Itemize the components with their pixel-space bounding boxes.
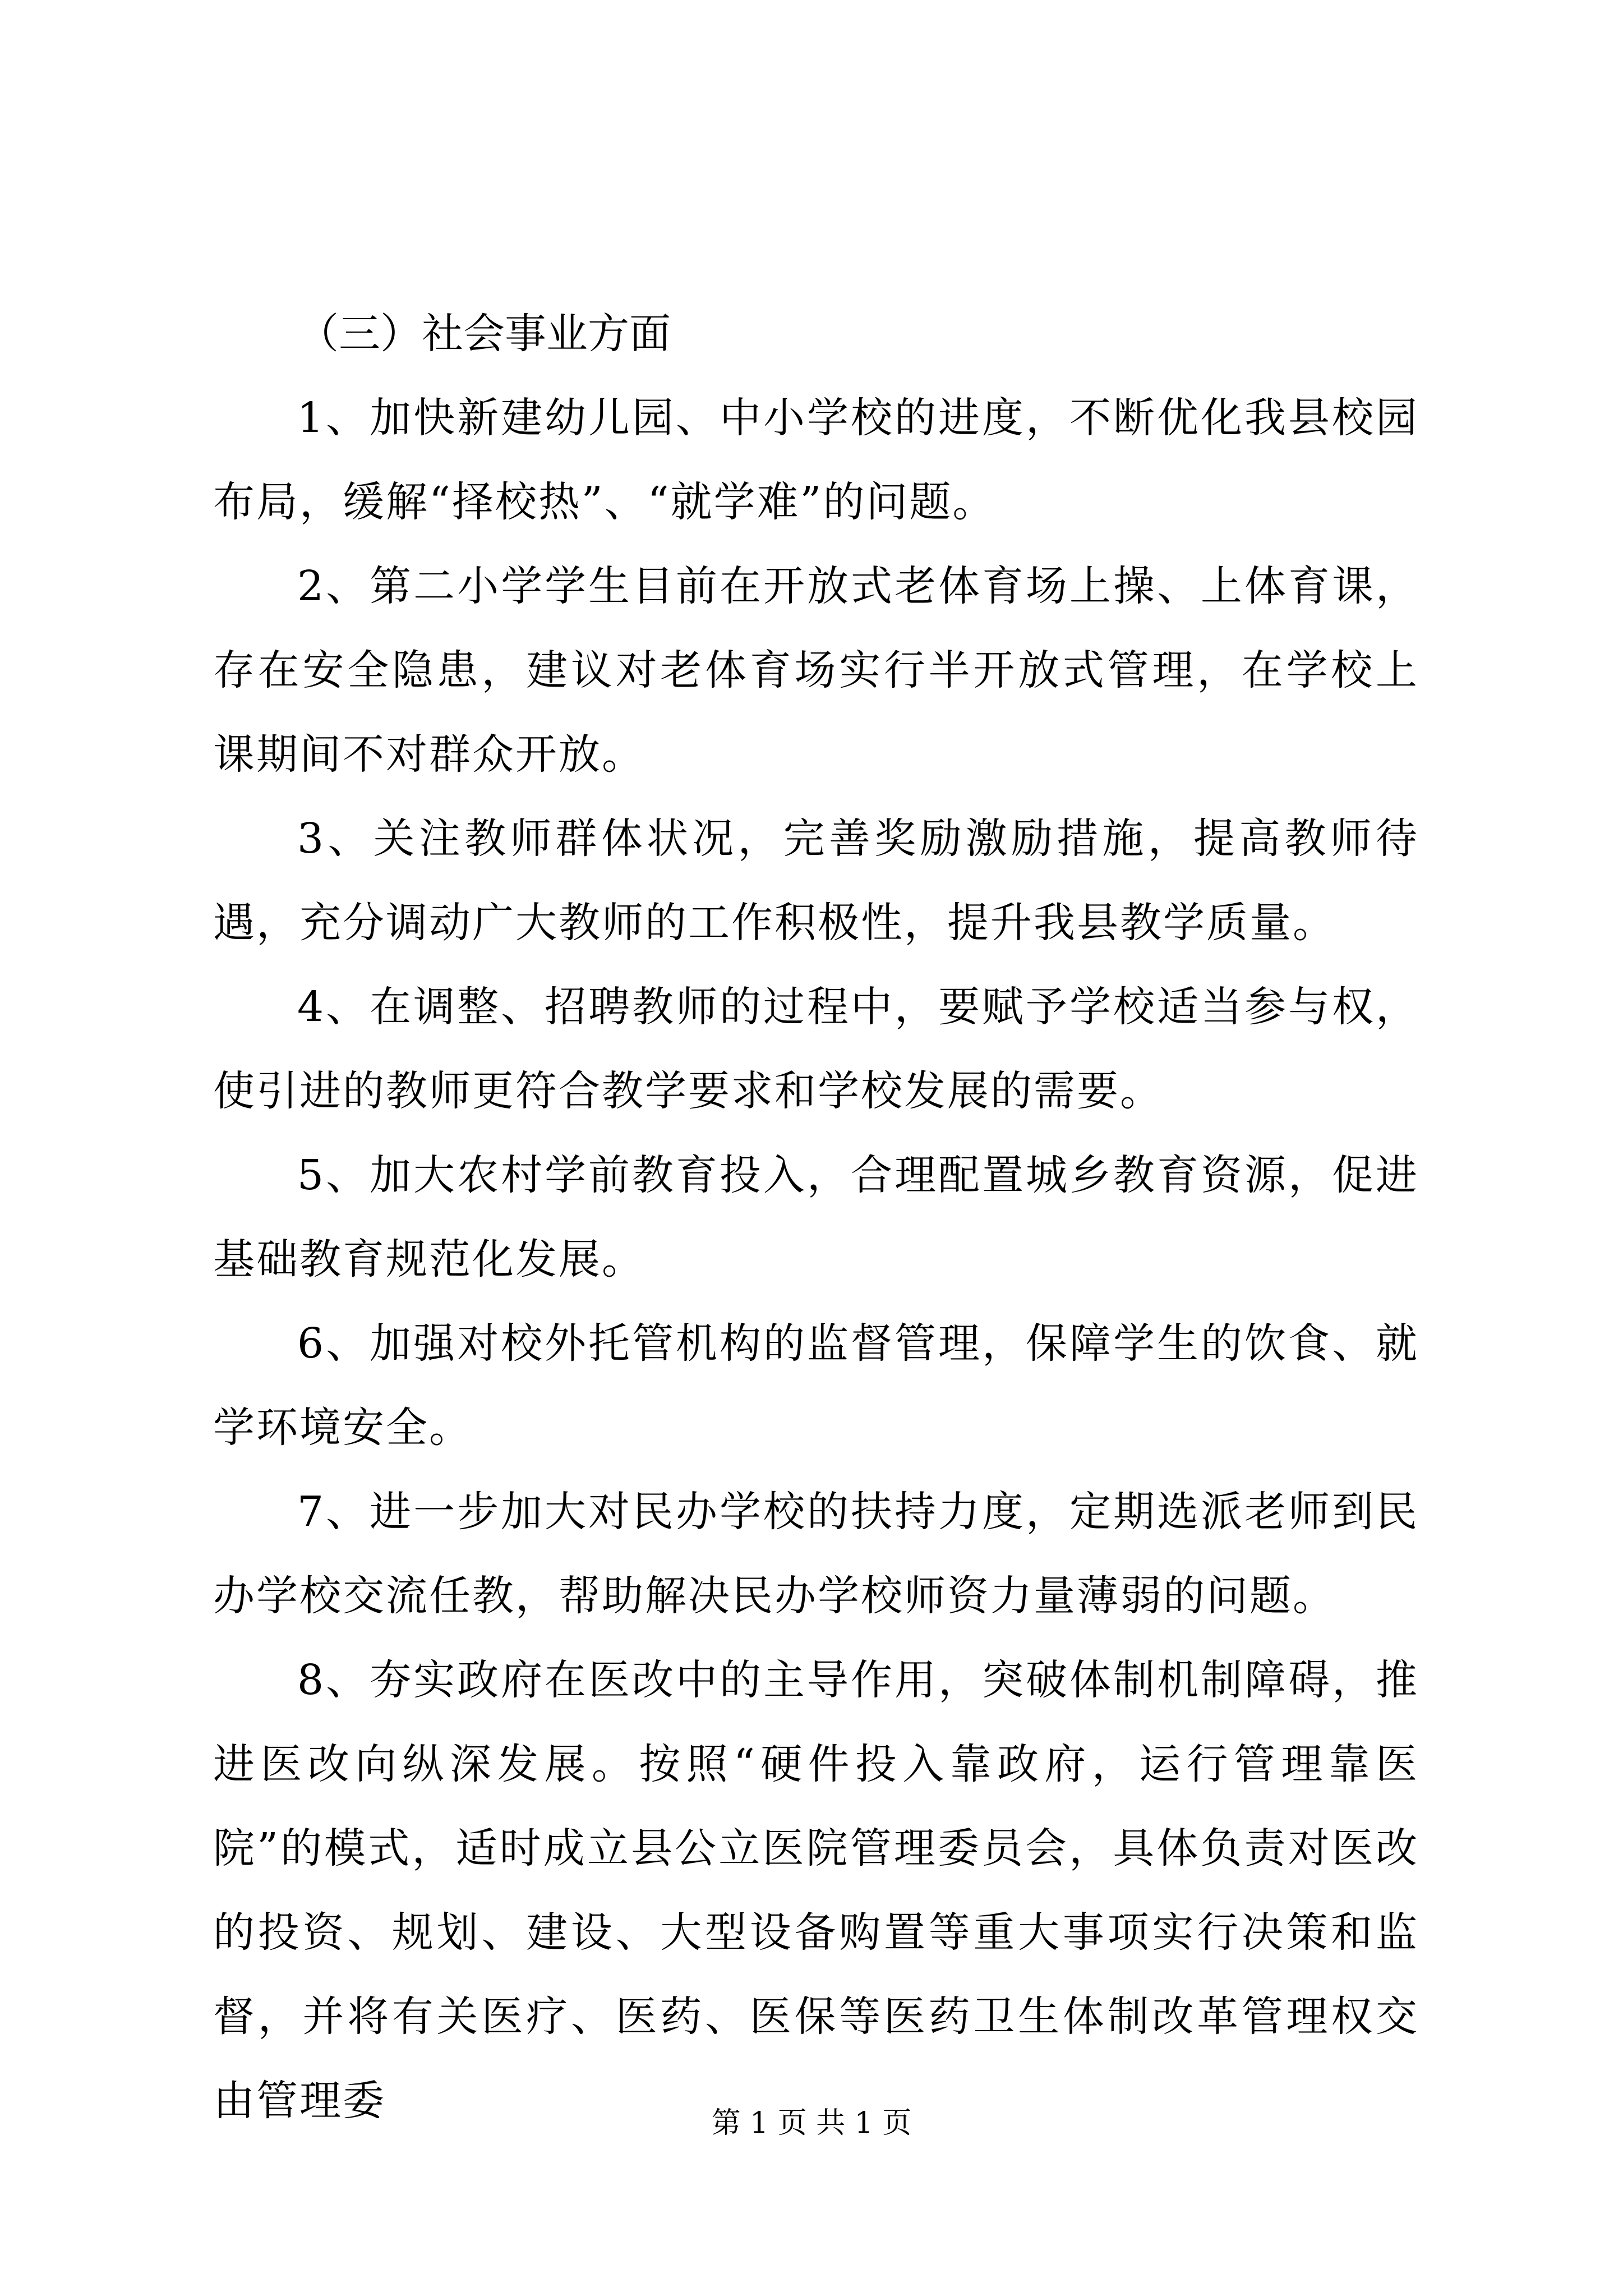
paragraph-5: 5、加大农村学前教育投入，合理配置城乡教育资源，促进基础教育规范化发展。 bbox=[213, 1151, 1419, 1283]
paragraph-6: 6、加强对校外托管机构的监督管理，保障学生的饮食、就学环境安全。 bbox=[213, 1319, 1419, 1452]
document-body bbox=[213, 292, 1419, 2143]
paragraph-4: 4、在调整、招聘教师的过程中，要赋予学校适当参与权，使引进的教师更符合教学要求和学校发展的需要。 bbox=[213, 983, 1419, 1115]
paragraph-8: 8、夯实政府在医改中的主导作用，突破体制机制障碍，推进医改向纵深发展。按照“硬件投入靠政府，运行管理靠医院”的模式，适时成立县公立医院管理委员会，具体负责对医改的投资、规划、建设、大型设备购置等重大事项实行决策和监督，并将有关医疗、医药、医保等医药卫生体制改革管理权交由管理委 bbox=[213, 1656, 1419, 2125]
paragraph-2: 2、第二小学学生目前在开放式老体育场上操、上体育课，存在安全隐患，建议对老体育场实行半开放式管理，在学校上课期间不对群众开放。 bbox=[213, 562, 1419, 779]
paragraph-3: 3、关注教师群体状况，完善奖励激励措施，提高教师待遇，充分调动广大教师的工作积极性，提升我县教学质量。 bbox=[213, 815, 1419, 947]
section-heading: （三）社会事业方面 bbox=[297, 310, 671, 358]
paragraph-1: 1、加快新建幼儿园、中小学校的进度，不断优化我县校园布局，缓解“择校热”、“就学难”的问题。 bbox=[213, 394, 1419, 526]
page-footer: 第 1 页 共 1 页 bbox=[711, 2106, 912, 2140]
paragraph-7: 7、进一步加大对民办学校的扶持力度，定期选派老师到民办学校交流任教，帮助解决民办学校师资力量薄弱的问题。 bbox=[213, 1488, 1419, 1620]
